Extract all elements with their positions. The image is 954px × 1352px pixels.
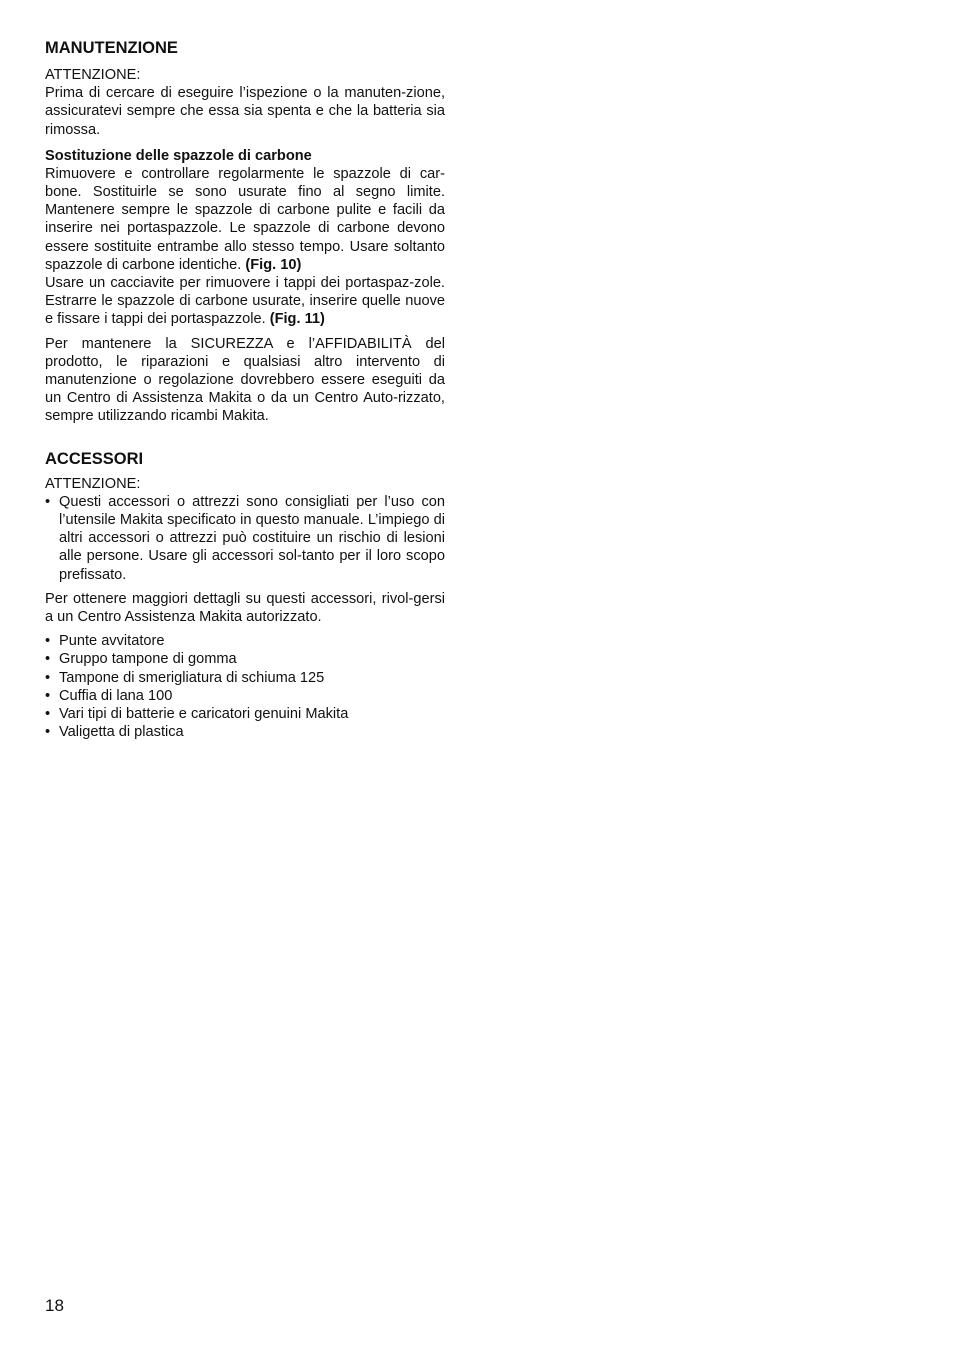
brushes-paragraph-2 [45,274,445,329]
accessories-info: Per ottenere maggiori dettagli su questi accessori, rivol-gersi a un Centro Assistenza Makita autorizzato. [45,590,445,626]
text-column [45,38,445,742]
brushes-paragraph-1 [45,165,445,274]
maintenance-caution-label: ATTENZIONE: [45,67,141,83]
accessories-caution-label: ATTENZIONE: [45,475,141,492]
brushes-heading: Sostituzione delle spazzole di carbone [45,147,312,164]
list-item: • Valigetta di plastica [45,723,445,741]
accessories-list [45,632,445,741]
maintenance-title: MANUTENZIONE [45,39,178,57]
list-item: • Gruppo tampone di gomma [45,650,445,668]
list-item: • Questi accessori o attrezzi sono consigliati per l’uso con l’utensile Makita specificato in questo manuale. L’impiego di altri accessori o attrezzi può costituire un rischio di lesioni alle persone. Usare gli accessori sol-tanto per il loro scopo prefissato. [45,493,445,584]
list-item: • Cuffia di lana 100 [45,687,445,705]
list-item: • Tampone di smerigliatura di schiuma 125 [45,669,445,687]
list-item: • Punte avvitatore [45,632,445,650]
fig-11-ref: (Fig. 11) [269,311,325,328]
brushes-text-1: Rimuovere e controllare regolarmente le spazzole di car-bone. Sostituirle se sono usurate fino al segno limite. Mantenere sempre le spazzole di carbone pulite e facili da inserire nei portaspazzole. Le spazzole di carbone devono essere sostituite entrambe allo stesso tempo. Usare soltanto spazzole di carbone identiche. [45,165,445,273]
accessories-title: ACCESSORI [45,449,144,468]
maintenance-caution-text: Prima di cercare di eseguire l’ispezione o la manuten-zione, assicuratevi sempre che essa sia spenta e che la batteria sia rimossa. [45,85,445,138]
safety-paragraph: Per mantenere la SICUREZZA e l’AFFIDABILITÀ del prodotto, le riparazioni e qualsiasi altro intervento di manutenzione o regolazione dovrebbero essere eseguiti da un Centro di Assistenza Makita o da un Centro Auto-rizzato, sempre utilizzando ricambi Makita. [45,335,445,425]
accessories-caution-list [45,493,445,584]
brushes-text-2: Usare un cacciavite per rimuovere i tappi dei portaspaz-zole. Estrarre le spazzole di carbone usurate, inserire quelle nuove e fissare i tappi dei portaspazzole. [45,275,445,328]
page-number: 18 [45,1296,64,1315]
fig-10-ref: (Fig. 10) [245,256,302,273]
list-item: • Vari tipi di batterie e caricatori genuini Makita [45,705,445,723]
